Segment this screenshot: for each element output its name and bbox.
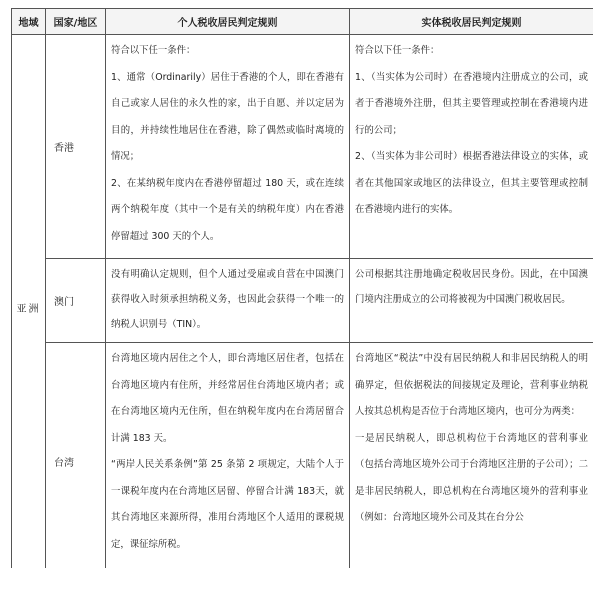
table-row-taiwan (12, 343, 594, 569)
rule-paragraph: 公司根据其注册地确定税收居民身份。因此，在中国澳门境内注册成立的公司将被视为中国澳门税收居民。 (355, 269, 588, 305)
taiwan-entity-rule (350, 343, 594, 569)
header-individual-rule: 个人税收居民判定规则 (106, 9, 350, 35)
place-cell-taiwan: 台湾 (46, 343, 106, 569)
tax-residency-table (11, 8, 593, 568)
rule-paragraph: 没有明确认定规则，但个人通过受雇或自营在中国澳门获得收入时须承担纳税义务，也因此会获得一个唯一的纳税人识别号（TIN）。 (111, 269, 344, 330)
header-region: 地域 (12, 9, 46, 35)
rule-paragraph: 符合以下任一条件： (355, 45, 440, 56)
rule-paragraph: 1、通常（Ordinarily）居住于香港的个人，即在香港有自己或家人居住的永久性的家，出于自愿、并以定居为目的，并持续性地居住在香港，除了偶然或临时离境的情况； (111, 71, 344, 162)
header-entity-rule: 实体税收居民判定规则 (350, 9, 594, 35)
table-header-row (12, 9, 594, 35)
macau-entity-rule (350, 259, 594, 343)
rule-paragraph: 台湾地区“税法”中没有居民纳税人和非居民纳税人的明确界定，但依据税法的间接规定及理论，营利事业纳税人按其总机构是否位于台湾地区境内，也可分为两类： (355, 353, 588, 417)
region-cell-asia: 亚洲 (12, 35, 46, 569)
table-row-hongkong (12, 35, 594, 259)
rule-paragraph: 2、在某纳税年度内在香港停留超过 180 天，或在连续两个纳税年度（其中一个是有关的纳税年度）内在香港停留超过 300 天的个人。 (111, 177, 344, 242)
rule-paragraph: “两岸人民关系条例”第 25 条第 2 项规定，大陆个人于一课税年度内在台湾地区居留、停留合计满 183天，就其台湾地区来源所得，准用台湾地区个人适用的课税规定，课征综所税。 (111, 459, 344, 550)
rule-paragraph: 2、（当实体为非公司时）根据香港法律设立的实体，或者在其他国家或地区的法律设立，但其主要管理或控制在香港境内进行的实体。 (355, 151, 588, 215)
macau-individual-rule (106, 259, 350, 343)
rule-paragraph: 1、（当实体为公司时）在香港境内注册成立的公司，或者于香港境外注册，但其主要管理或控制在香港境内进行的公司； (355, 71, 588, 136)
place-cell-hongkong: 香港 (46, 35, 106, 259)
hongkong-individual-rule (106, 35, 350, 259)
rule-paragraph: 台湾地区境内居住之个人，即台湾地区居住者，包括在台湾地区境内有住所，并经常居住台湾地区境内者；或在台湾地区境内无住所，但在纳税年度内在台湾居留合计满 183 天。 (111, 353, 344, 444)
tax-residency-table-page (11, 8, 593, 568)
header-country-region: 国家/地区 (46, 9, 106, 35)
rule-paragraph: 一是居民纳税人，即总机构位于台湾地区的营利事业（包括台湾地区境外公司于台湾地区注册的子公司）；二是非居民纳税人，即总机构在台湾地区境外的营利事业（例如：台湾地区境外公司及其在台分公 (355, 432, 588, 523)
place-cell-macau: 澳门 (46, 259, 106, 343)
rule-paragraph: 符合以下任一条件： (111, 45, 196, 56)
hongkong-entity-rule (350, 35, 594, 259)
table-row-macau (12, 259, 594, 343)
taiwan-individual-rule (106, 343, 350, 569)
